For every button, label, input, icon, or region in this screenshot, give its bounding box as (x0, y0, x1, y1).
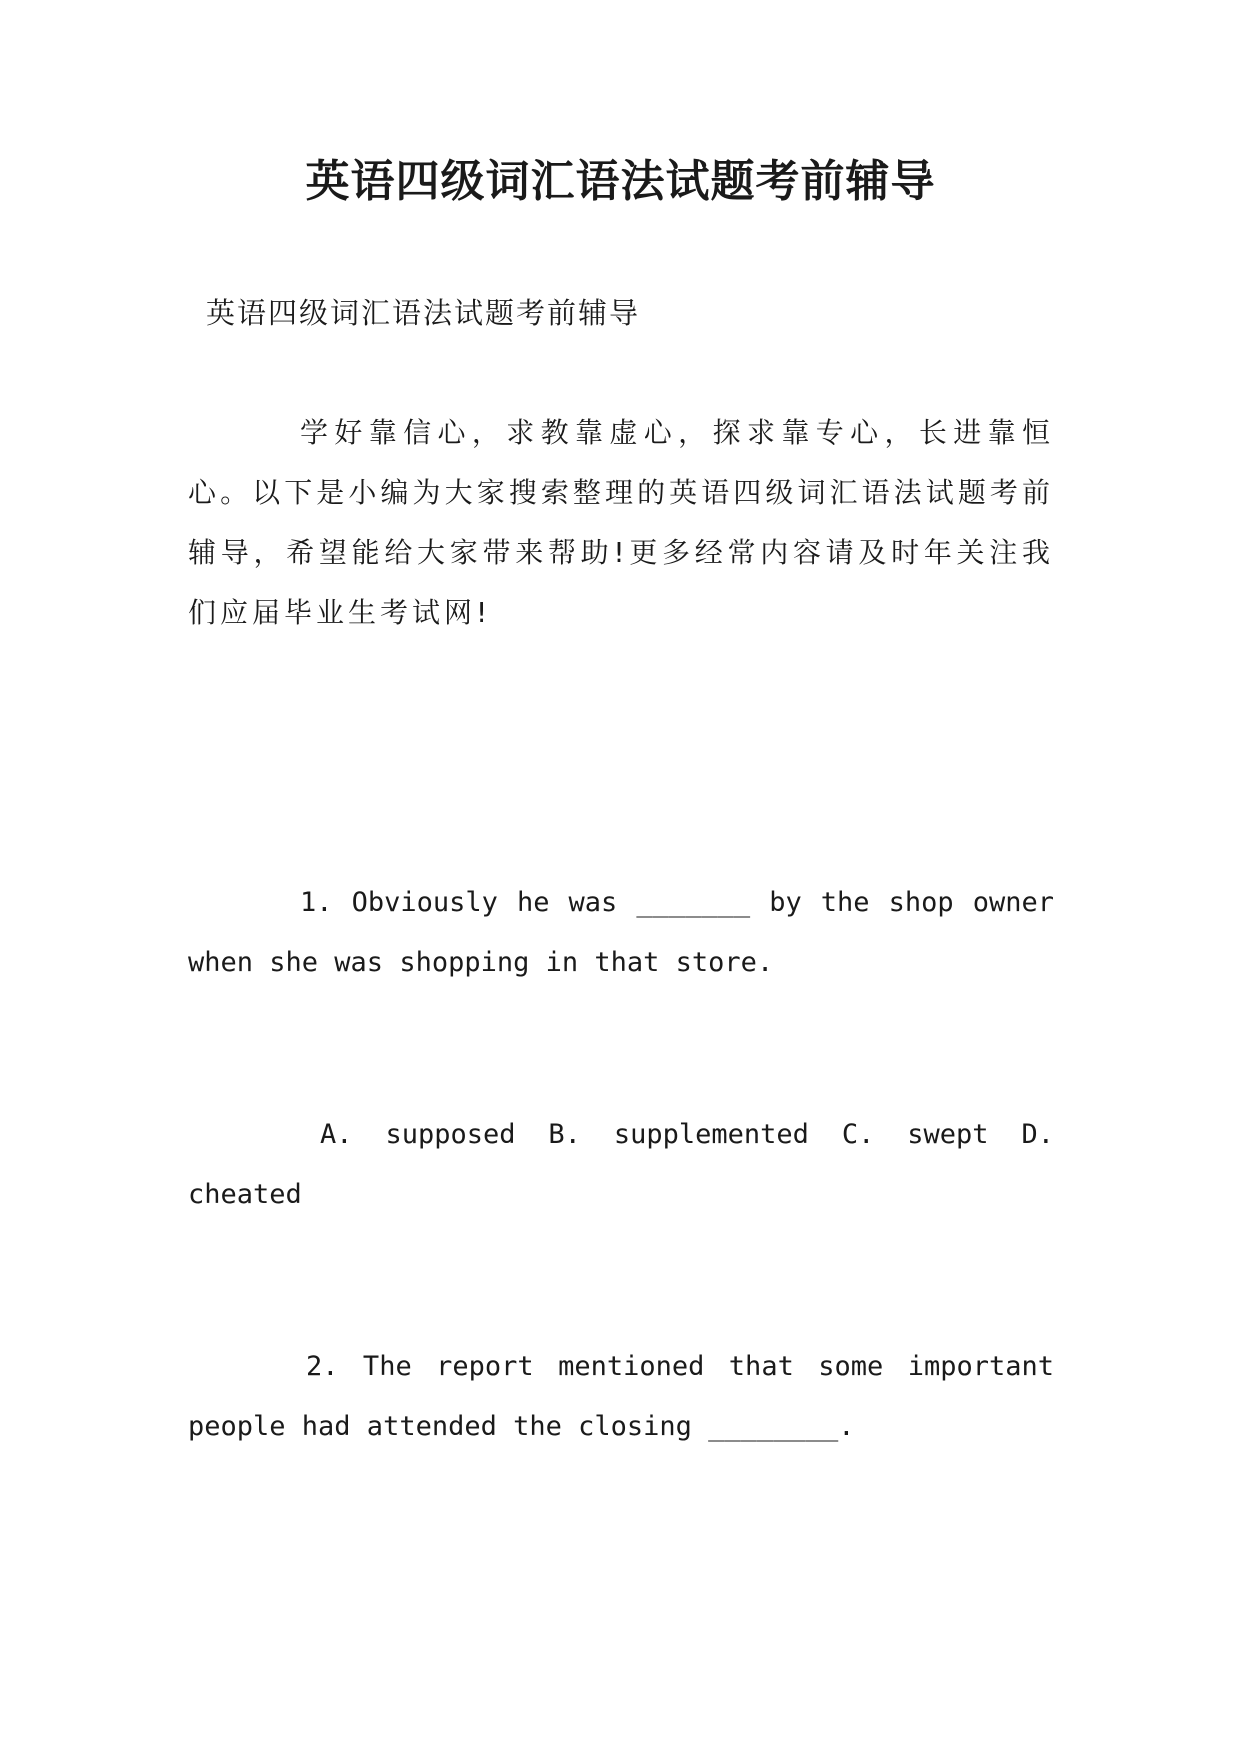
document-title: 英语四级词汇语法试题考前辅导 (305, 156, 936, 207)
intro-paragraph: 学好靠信心，求教靠虚心，探求靠专心，长进靠恒心。以下是小编为大家搜索整理的英语四级词汇语法试题考前辅导，希望能给大家带来帮助!更多经常内容请及时年关注我们应届毕业生考试网! (188, 416, 1054, 629)
question-2-stem: 2. The report mentioned that some important people had attended the closing ________. (188, 1351, 1054, 1442)
document-subtitle: 英语四级词汇语法试题考前辅导 (206, 296, 641, 330)
question-1-stem: 1. Obviously he was _______ by the shop owner when she was shopping in that store. (188, 887, 1054, 978)
question-1-options: A. supposed B. supplemented C. swept D. cheated (188, 1119, 1054, 1210)
